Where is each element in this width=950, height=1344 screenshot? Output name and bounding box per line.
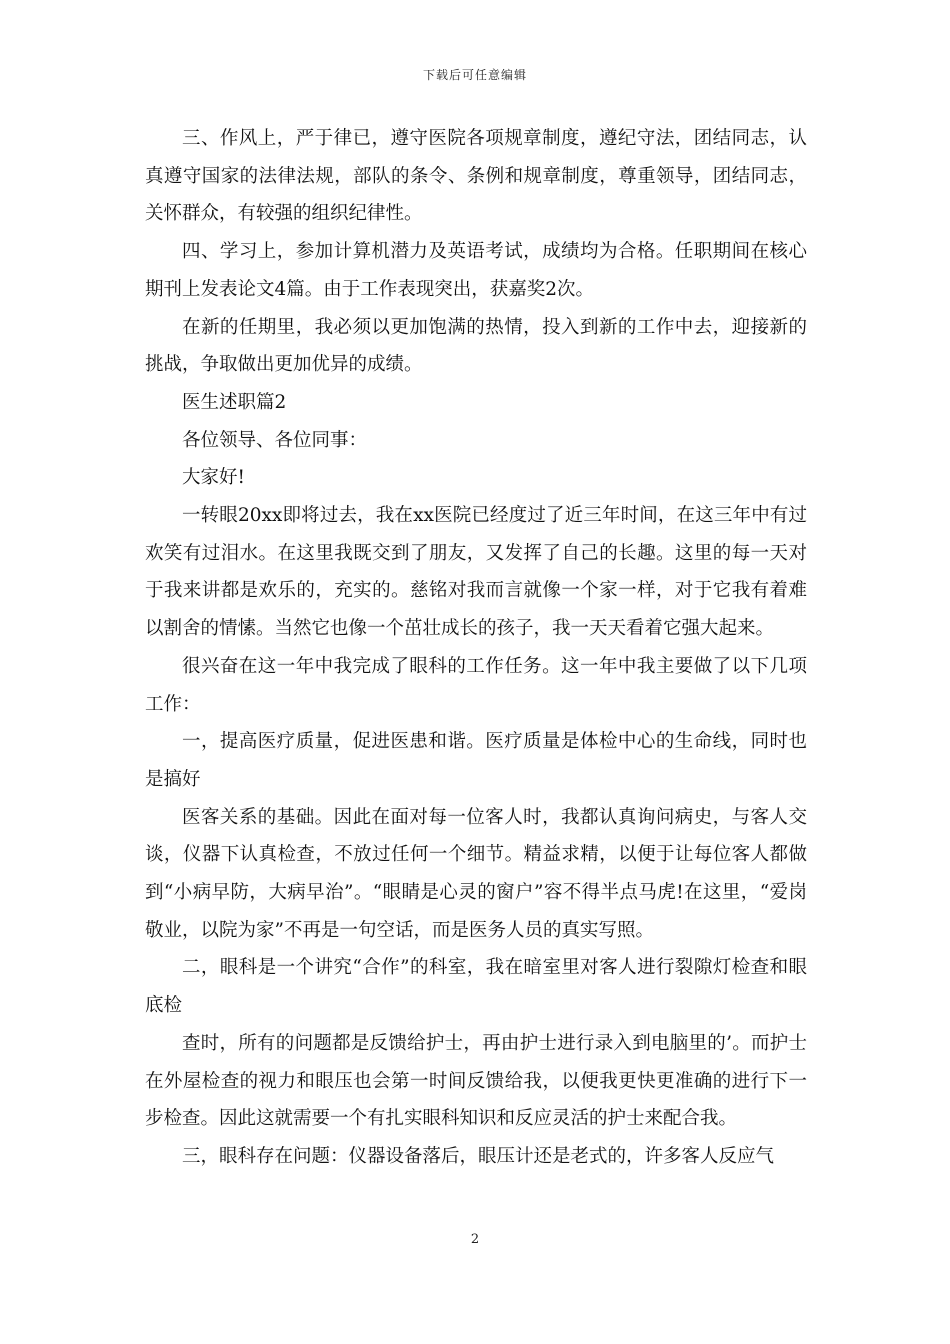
paragraph: 三、作风上，严于律已，遵守医院各项规章制度，遵纪守法，团结同志，认真遵守国家的法律法规，部队的条令、条例和规章制度，尊重领导，团结同志，关怀群众，有较强的组织纪律性。 — [145, 128, 807, 225]
greeting: 大家好! — [182, 467, 245, 489]
document-body — [145, 120, 807, 1176]
paragraph: 查时，所有的问题都是反馈给护士，再由护士进行录入到电脑里的’。而护士在外屋检查的视力和眼压也会第一时间反馈给我，以便我更快更准确的进行下一步检查。因此这就需要一个有扎实眼科知识和反应灵活的护士来配合我。 — [145, 1032, 807, 1130]
paragraph: 三，眼科存在问题：仪器设备落后，眼压计还是老式的，许多客人反应气 — [182, 1145, 775, 1167]
paragraph: 二，眼科是一个讲究“合作”的科室，我在暗室里对客人进行裂隙灯检查和眼底检 — [145, 957, 807, 1017]
paragraph: 一，提高医疗质量，促进医患和谐。医疗质量是体检中心的生命线，同时也是搞好 — [145, 731, 807, 790]
paragraph: 一转眼20xx即将过去，我在xx医院已经度过了近三年时间，在这三年中有过欢笑有过泪水。在这里我既交到了朋友，又发挥了自己的长趣。这里的每一天对于我来讲都是欢乐的，充实的。慈铭对我而言就像一个家一样，对于它我有着难以割舍的情愫。当然它也像一个茁壮成长的孩子，我一天天看着它强大起来。 — [145, 505, 807, 640]
section-heading: 医生述职篇2 — [182, 391, 287, 413]
page-number: 2 — [470, 1232, 480, 1247]
paragraph: 医客关系的基础。因此在面对每一位客人时，我都认真询问病史，与客人交谈，仪器下认真检查，不放过任何一个细节。精益求精，以便于让每位客人都做到“小病早防，大病早治”。“眼睛是心灵的窗户”容不得半点马虎!在这里，“爱岗敬业，以院为家”不再是一句空话，而是医务人员的真实写照。 — [145, 806, 807, 941]
paragraph: 在新的任期里，我必须以更加饱满的热情，投入到新的工作中去，迎接新的挑战，争取做出更加优异的成绩。 — [145, 316, 807, 376]
paragraph: 很兴奋在这一年中我完成了眼科的工作任务。这一年中我主要做了以下几项工作： — [145, 655, 807, 715]
salutation: 各位领导、各位同事： — [182, 429, 368, 451]
page-header: 下载后可任意编辑 — [422, 68, 527, 82]
paragraph: 四、学习上，参加计算机潜力及英语考试，成绩均为合格。任职期间在核心期刊上发表论文4篇。由于工作表现突出，获嘉奖2次。 — [145, 241, 807, 300]
